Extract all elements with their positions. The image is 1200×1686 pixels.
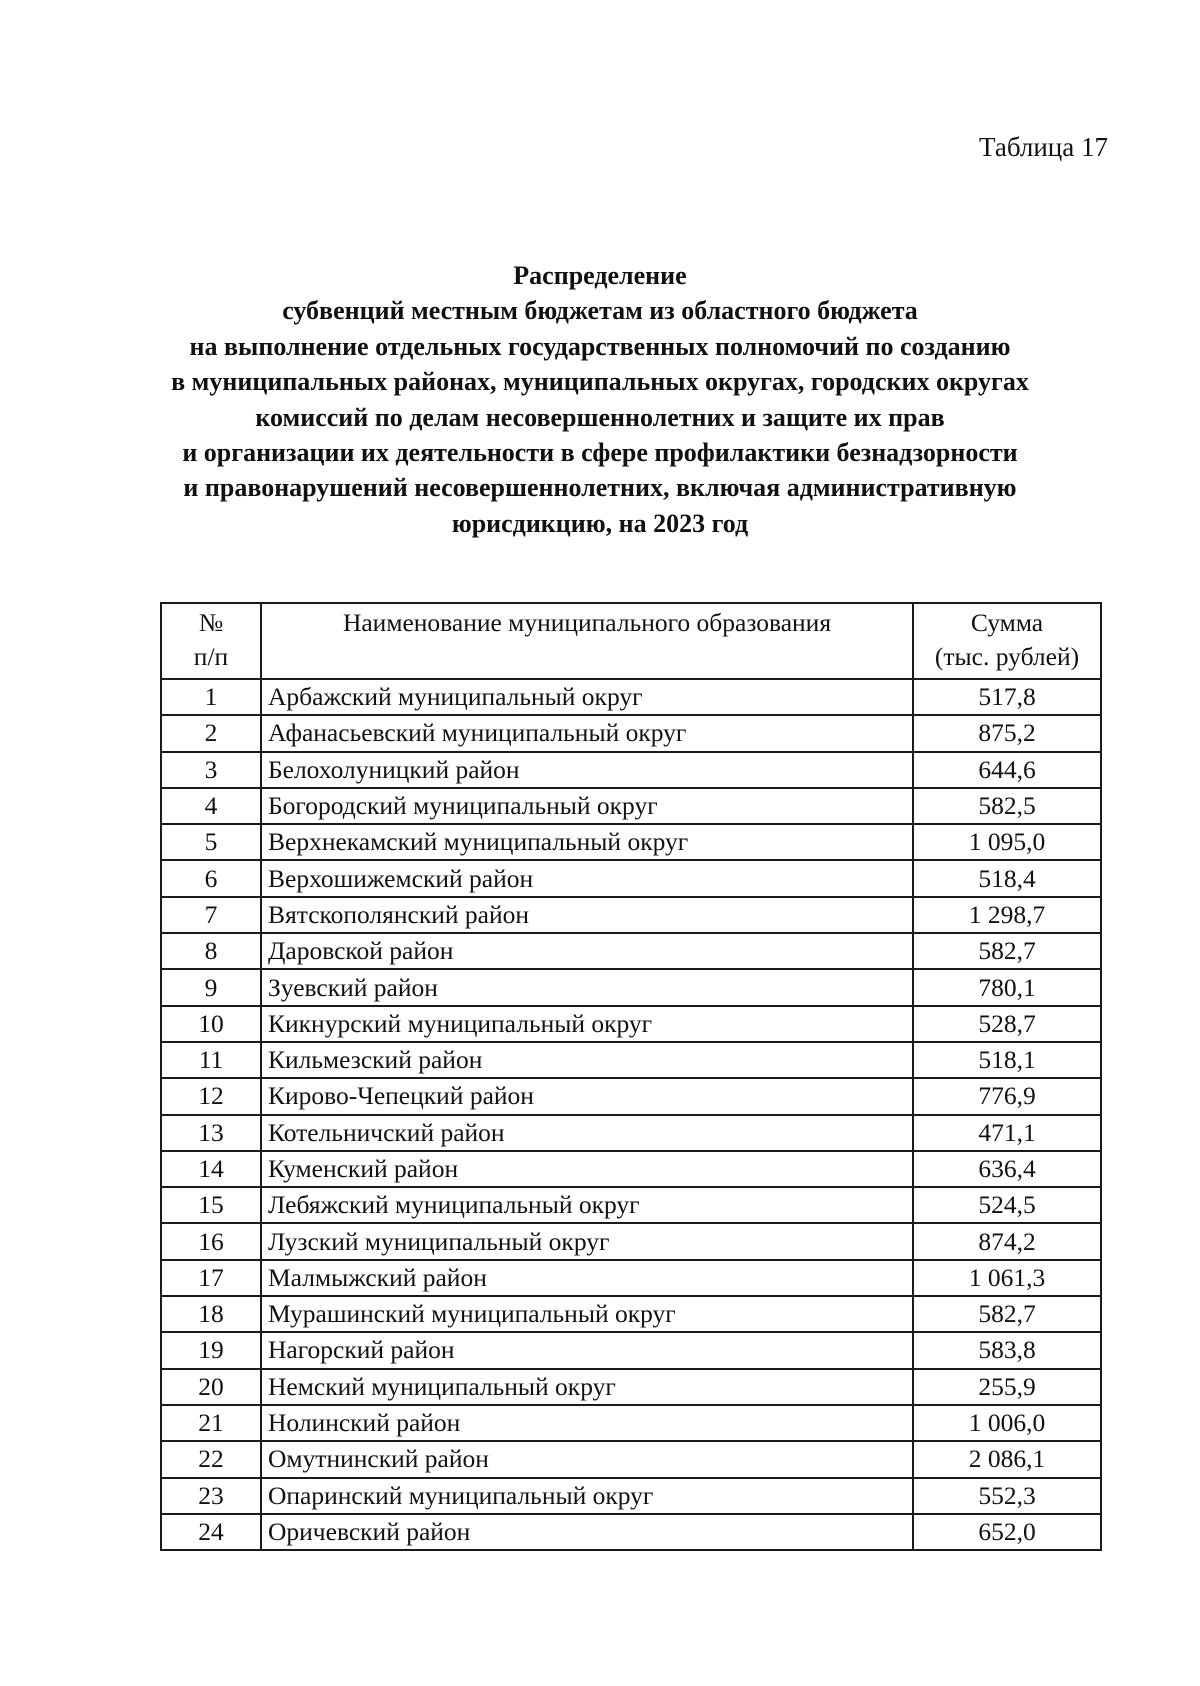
title-line: Распределение	[513, 261, 687, 290]
table-row	[161, 1151, 1101, 1187]
table-row	[161, 679, 1101, 715]
document-title	[0, 258, 1200, 541]
row-municipality: Опаринский муниципальный округ	[261, 1478, 913, 1514]
row-municipality: Нолинский район	[261, 1405, 913, 1441]
row-municipality: Котельничский район	[261, 1115, 913, 1151]
row-municipality: Богородский муниципальный округ	[261, 788, 913, 824]
row-number: 11	[161, 1042, 261, 1078]
row-number: 22	[161, 1441, 261, 1477]
title-line: субвенций местным бюджетам из областного бюджета	[282, 296, 918, 326]
row-municipality: Арбажский муниципальный округ	[261, 679, 913, 715]
row-municipality: Оричевский район	[261, 1514, 913, 1550]
table-number-label: Таблица 17	[979, 132, 1108, 162]
table-row	[161, 1441, 1101, 1477]
table-row	[161, 824, 1101, 860]
table-row	[161, 1187, 1101, 1223]
row-municipality: Лебяжский муниципальный округ	[261, 1187, 913, 1223]
row-number: 4	[161, 788, 261, 824]
table-row	[161, 1514, 1101, 1550]
row-municipality: Мурашинский муниципальный округ	[261, 1296, 913, 1332]
row-sum: 518,4	[913, 860, 1101, 896]
header-number	[161, 603, 261, 679]
row-sum: 636,4	[913, 1151, 1101, 1187]
table-row	[161, 1042, 1101, 1078]
table-row	[161, 1405, 1101, 1441]
row-municipality: Кикнурский муниципальный округ	[261, 1006, 913, 1042]
table-row	[161, 1078, 1101, 1114]
row-sum: 780,1	[913, 969, 1101, 1005]
row-sum: 776,9	[913, 1078, 1101, 1114]
row-sum: 552,3	[913, 1478, 1101, 1514]
row-sum: 582,7	[913, 1296, 1101, 1332]
table-header-row	[161, 603, 1101, 679]
table-row	[161, 1332, 1101, 1368]
row-number: 17	[161, 1260, 261, 1296]
header-number-line2: п/п	[193, 642, 229, 671]
table-row	[161, 969, 1101, 1005]
distribution-table-wrapper	[160, 602, 1100, 1551]
title-line: на выполнение отдельных государственных полномочий по созданию	[189, 331, 1011, 361]
row-number: 2	[161, 715, 261, 751]
row-sum: 517,8	[913, 679, 1101, 715]
header-sum	[913, 603, 1101, 679]
row-number: 21	[161, 1405, 261, 1441]
table-row	[161, 788, 1101, 824]
row-municipality: Афанасьевский муниципальный округ	[261, 715, 913, 751]
row-number: 19	[161, 1332, 261, 1368]
row-number: 12	[161, 1078, 261, 1114]
header-name	[261, 603, 913, 679]
row-number: 7	[161, 897, 261, 933]
row-sum: 255,9	[913, 1369, 1101, 1405]
header-name-text: Наименование муниципального образования	[342, 608, 832, 637]
row-number: 13	[161, 1115, 261, 1151]
row-number: 3	[161, 752, 261, 788]
row-number: 18	[161, 1296, 261, 1332]
row-sum: 582,5	[913, 788, 1101, 824]
row-number: 5	[161, 824, 261, 860]
table-row	[161, 1115, 1101, 1151]
row-sum: 644,6	[913, 752, 1101, 788]
row-municipality: Малмыжский район	[261, 1260, 913, 1296]
row-number: 9	[161, 969, 261, 1005]
row-sum: 2 086,1	[913, 1441, 1101, 1477]
row-municipality: Даровской район	[261, 933, 913, 969]
table-row	[161, 752, 1101, 788]
table-row	[161, 1369, 1101, 1405]
row-sum: 582,7	[913, 933, 1101, 969]
table-row	[161, 1223, 1101, 1259]
row-sum: 652,0	[913, 1514, 1101, 1550]
row-sum: 471,1	[913, 1115, 1101, 1151]
row-sum: 874,2	[913, 1223, 1101, 1259]
row-municipality: Вятскополянский район	[261, 897, 913, 933]
row-sum: 1 061,3	[913, 1260, 1101, 1296]
row-sum: 528,7	[913, 1006, 1101, 1042]
row-municipality: Лузский муниципальный округ	[261, 1223, 913, 1259]
table-row	[161, 715, 1101, 751]
row-number: 8	[161, 933, 261, 969]
table-row	[161, 1296, 1101, 1332]
row-number: 10	[161, 1006, 261, 1042]
row-municipality: Белохолуницкий район	[261, 752, 913, 788]
row-number: 24	[161, 1514, 261, 1550]
table-row	[161, 933, 1101, 969]
row-municipality: Зуевский район	[261, 969, 913, 1005]
title-line: комиссий по делам несовершеннолетних и защите их прав	[255, 402, 945, 432]
row-municipality: Немский муниципальный округ	[261, 1369, 913, 1405]
row-number: 1	[161, 679, 261, 715]
row-municipality: Куменский район	[261, 1151, 913, 1187]
row-municipality: Кильмезский район	[261, 1042, 913, 1078]
table-row	[161, 1478, 1101, 1514]
header-sum-line1: Сумма	[970, 608, 1044, 637]
row-municipality: Верхнекамский муниципальный округ	[261, 824, 913, 860]
row-municipality: Верхошижемский район	[261, 860, 913, 896]
title-line: юрисдикцию, на 2023 год	[451, 508, 749, 538]
row-number: 15	[161, 1187, 261, 1223]
title-line: и правонарушений несовершеннолетних, включая административную	[183, 473, 1017, 503]
distribution-table	[160, 602, 1102, 1551]
row-sum: 1 298,7	[913, 897, 1101, 933]
row-sum: 518,1	[913, 1042, 1101, 1078]
header-sum-line2: (тыс. рублей)	[934, 642, 1080, 671]
row-municipality: Кирово-Чепецкий район	[261, 1078, 913, 1114]
title-line: в муниципальных районах, муниципальных округах, городских округах	[171, 367, 1029, 397]
title-line: и организации их деятельности в сфере профилактики безнадзорности	[182, 438, 1018, 468]
table-row	[161, 1260, 1101, 1296]
row-municipality: Омутнинский район	[261, 1441, 913, 1477]
row-number: 14	[161, 1151, 261, 1187]
table-row	[161, 860, 1101, 896]
header-number-line1: №	[198, 608, 224, 637]
row-number: 23	[161, 1478, 261, 1514]
row-municipality: Нагорский район	[261, 1332, 913, 1368]
row-number: 16	[161, 1223, 261, 1259]
table-row	[161, 1006, 1101, 1042]
row-sum: 524,5	[913, 1187, 1101, 1223]
row-sum: 875,2	[913, 715, 1101, 751]
row-sum: 1 095,0	[913, 824, 1101, 860]
row-sum: 583,8	[913, 1332, 1101, 1368]
table-row	[161, 897, 1101, 933]
row-number: 6	[161, 860, 261, 896]
row-sum: 1 006,0	[913, 1405, 1101, 1441]
row-number: 20	[161, 1369, 261, 1405]
